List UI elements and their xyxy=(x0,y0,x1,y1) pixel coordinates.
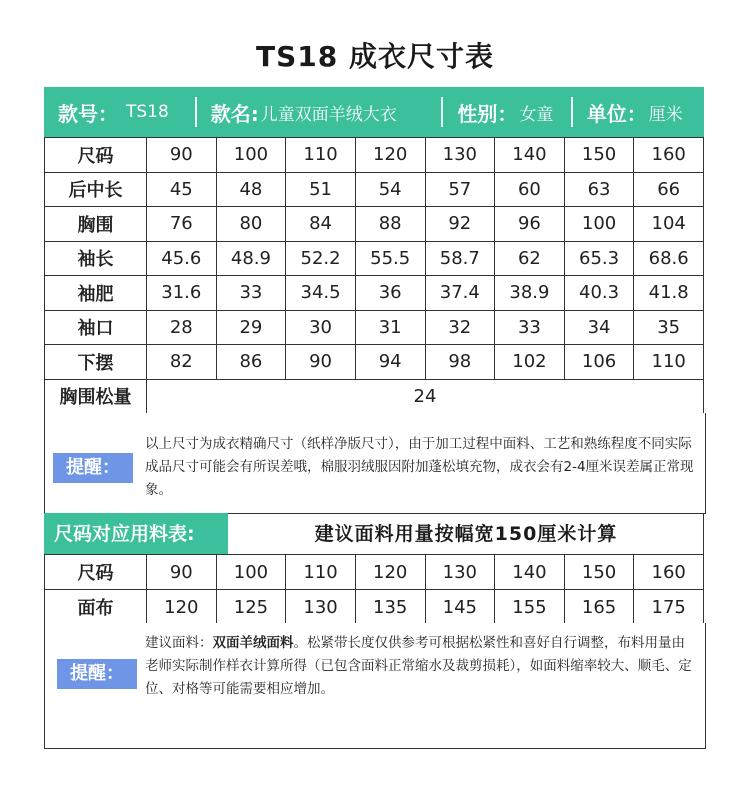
table-cell: 37.4 xyxy=(425,276,495,311)
row-label: 尺码 xyxy=(45,138,147,173)
table-cell: 130 xyxy=(425,138,495,173)
gender xyxy=(443,87,570,137)
unit-value: 厘米 xyxy=(648,104,683,125)
row-label: 袖长 xyxy=(45,241,147,276)
row-label: 面布 xyxy=(45,590,147,625)
table-cell: 160 xyxy=(634,138,704,173)
fabric-reminder-text xyxy=(145,632,697,701)
style-name xyxy=(197,87,442,137)
table-row xyxy=(45,590,704,625)
table-cell: 104 xyxy=(634,207,704,242)
table-cell: 150 xyxy=(564,555,634,590)
fabric-reminder-box xyxy=(44,623,706,749)
row-label: 袖口 xyxy=(45,310,147,345)
table-cell: 140 xyxy=(495,555,565,590)
table-cell: 60 xyxy=(495,172,565,207)
row-label: 胸围松量 xyxy=(45,379,147,414)
table-cell: 110 xyxy=(286,555,356,590)
unit-label: 单位： xyxy=(586,101,647,126)
table-cell: 29 xyxy=(216,310,286,345)
table-cell: 33 xyxy=(495,310,565,345)
row-label: 尺码 xyxy=(45,555,147,590)
table-cell: 165 xyxy=(564,590,634,625)
info-bar xyxy=(44,87,704,137)
table-cell: 41.8 xyxy=(634,276,704,311)
row-label: 下摆 xyxy=(45,345,147,380)
gender-value: 女童 xyxy=(519,104,554,125)
table-cell: 34.5 xyxy=(286,276,356,311)
table-cell: 106 xyxy=(564,345,634,380)
divider xyxy=(441,97,443,127)
style-no-value: TS18 xyxy=(126,102,169,122)
fabric-reminder-body: 。松紧带长度仅供参考可根据松紧性和喜好自行调整，布料用量由老师实际制作样衣计算所得（已包含面料正常缩水及裁剪损耗），如面料缩率较大、顺毛、定位、对格等可能需要相应增加。 xyxy=(145,635,692,697)
table-cell: 32 xyxy=(425,310,495,345)
table-cell: 94 xyxy=(355,345,425,380)
table-cell: 135 xyxy=(355,590,425,625)
fabric-header xyxy=(44,513,704,554)
table-row xyxy=(45,379,704,414)
table-cell: 140 xyxy=(495,138,565,173)
table-cell: 90 xyxy=(286,345,356,380)
table-cell: 55.5 xyxy=(355,241,425,276)
table-cell: 86 xyxy=(216,345,286,380)
table-cell: 130 xyxy=(286,590,356,625)
table-cell: 110 xyxy=(286,138,356,173)
ease-value: 24 xyxy=(147,379,704,414)
table-cell: 45 xyxy=(147,172,217,207)
style-no xyxy=(44,87,195,137)
reminder-box xyxy=(44,413,706,514)
table-row xyxy=(45,276,704,311)
table-cell: 68.6 xyxy=(634,241,704,276)
table-cell: 40.3 xyxy=(564,276,634,311)
table-cell: 28 xyxy=(147,310,217,345)
table-row xyxy=(45,138,704,173)
reminder-tag: 提醒： xyxy=(57,659,137,689)
table-row xyxy=(45,345,704,380)
table-cell: 48 xyxy=(216,172,286,207)
table-cell: 63 xyxy=(564,172,634,207)
style-name-value: 儿童双面羊绒大衣 xyxy=(260,104,397,125)
table-row xyxy=(45,555,704,590)
table-cell: 51 xyxy=(286,172,356,207)
table-cell: 98 xyxy=(425,345,495,380)
row-label: 胸围 xyxy=(45,207,147,242)
table-cell: 102 xyxy=(495,345,565,380)
table-cell: 90 xyxy=(147,555,217,590)
table-cell: 34 xyxy=(564,310,634,345)
fabric-prefix: 建议面料： xyxy=(145,635,213,651)
fabric-table-tag: 尺码对应用料表: xyxy=(44,513,228,555)
page-title: TS18 成衣尺寸表 xyxy=(256,40,494,73)
unit xyxy=(573,87,704,137)
reminder-text: 以上尺寸为成衣精确尺寸（纸样净版尺寸），由于加工过程中面料、工艺和熟练程度不同实际成品尺寸可能会有所误差哦，棉服羽绒服因附加蓬松填充物，成衣会有2-4厘米误差属正常现象。 xyxy=(145,436,694,498)
table-cell: 92 xyxy=(425,207,495,242)
reminder-tag: 提醒： xyxy=(53,453,133,483)
table-cell: 80 xyxy=(216,207,286,242)
table-cell: 57 xyxy=(425,172,495,207)
table-row xyxy=(45,172,704,207)
table-cell: 130 xyxy=(425,555,495,590)
table-cell: 76 xyxy=(147,207,217,242)
table-cell: 110 xyxy=(634,345,704,380)
table-row xyxy=(45,207,704,242)
table-cell: 66 xyxy=(634,172,704,207)
table-row xyxy=(45,241,704,276)
table-cell: 65.3 xyxy=(564,241,634,276)
table-cell: 100 xyxy=(216,555,286,590)
gender-label: 性别： xyxy=(457,101,518,126)
style-name-label: 款名: xyxy=(210,101,259,126)
table-cell: 96 xyxy=(495,207,565,242)
table-cell: 155 xyxy=(495,590,565,625)
fabric-name: 双面羊绒面料 xyxy=(212,635,294,651)
fabric-table xyxy=(44,554,704,625)
style-no-label: 款号： xyxy=(58,101,118,126)
fabric-table-desc: 建议面料用量按幅宽150厘米计算 xyxy=(314,523,618,545)
table-cell: 38.9 xyxy=(495,276,565,311)
divider xyxy=(571,97,573,127)
table-cell: 35 xyxy=(634,310,704,345)
table-cell: 45.6 xyxy=(147,241,217,276)
table-cell: 120 xyxy=(147,590,217,625)
table-cell: 125 xyxy=(216,590,286,625)
divider xyxy=(195,97,197,127)
table-cell: 30 xyxy=(286,310,356,345)
table-cell: 175 xyxy=(634,590,704,625)
table-cell: 48.9 xyxy=(216,241,286,276)
table-cell: 31.6 xyxy=(147,276,217,311)
table-cell: 58.7 xyxy=(425,241,495,276)
table-row xyxy=(45,310,704,345)
table-cell: 100 xyxy=(564,207,634,242)
table-cell: 82 xyxy=(147,345,217,380)
table-cell: 120 xyxy=(355,555,425,590)
table-cell: 145 xyxy=(425,590,495,625)
table-cell: 62 xyxy=(495,241,565,276)
row-label: 袖肥 xyxy=(45,276,147,311)
row-label: 后中长 xyxy=(45,172,147,207)
table-cell: 31 xyxy=(355,310,425,345)
table-cell: 88 xyxy=(355,207,425,242)
table-cell: 160 xyxy=(634,555,704,590)
table-cell: 33 xyxy=(216,276,286,311)
size-table xyxy=(44,137,704,414)
table-cell: 54 xyxy=(355,172,425,207)
table-cell: 84 xyxy=(286,207,356,242)
table-cell: 36 xyxy=(355,276,425,311)
table-cell: 100 xyxy=(216,138,286,173)
table-cell: 150 xyxy=(564,138,634,173)
table-cell: 90 xyxy=(147,138,217,173)
table-cell: 52.2 xyxy=(286,241,356,276)
table-cell: 120 xyxy=(355,138,425,173)
